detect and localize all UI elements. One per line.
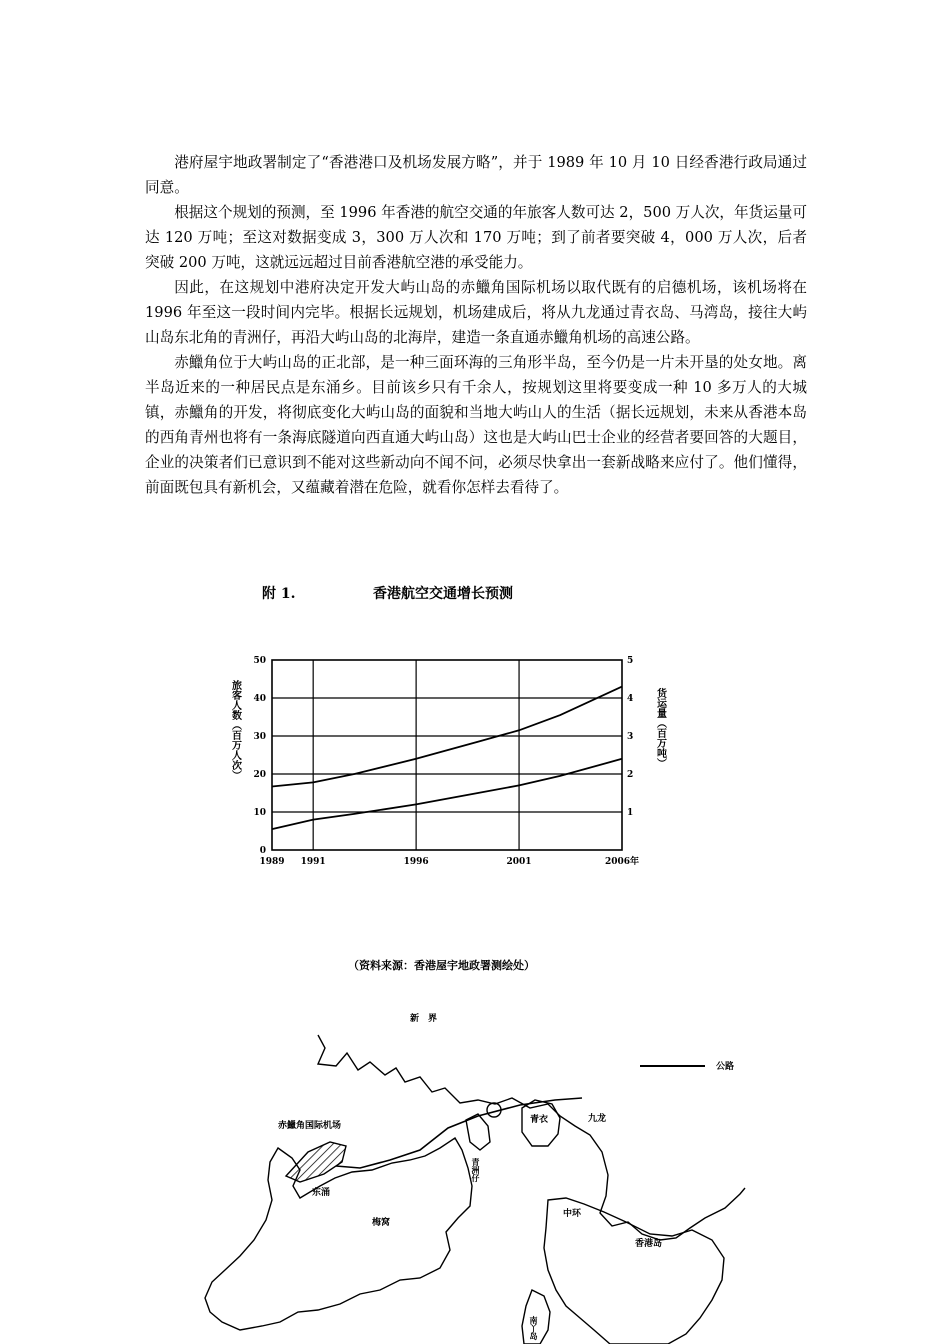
highway-route — [336, 1098, 582, 1168]
y-tick-label-right: 5 — [627, 656, 634, 666]
label-kowloon: 九龙 — [588, 1114, 607, 1124]
figure-label: 附 1. — [262, 586, 296, 602]
y-tick-label-right: 3 — [627, 732, 634, 742]
x-tick-label: 2006年 — [604, 857, 640, 867]
x-tick-label: 1996 — [403, 857, 429, 867]
figure-title: 香港航空交通增长预测 — [373, 586, 513, 602]
y-tick-label-right: 1 — [627, 808, 634, 818]
y-axis-label-right: 货运量（百万吨） — [654, 688, 666, 768]
label-central: 中环 — [563, 1209, 582, 1219]
paragraph-2: 根据这个规划的预测，至 1996 年香港的航空交通的年旅客人数可达 2，500 万人次，年货运量可达 120 万吨；至这对数据变成 3，300 万人次和 170 万吨；到了前者要突破 4，000 万人次，后者突破 200 万吨，这就远远超过目前香港航空港的承受能力。 — [145, 204, 807, 271]
label-new-territories: 新 界 — [410, 1014, 438, 1024]
label-tung-chung: 东涌 — [312, 1188, 331, 1198]
paragraph-4: 赤鱲角位于大屿山岛的正北部，是一种三面环海的三角形半岛，至今仍是一片未开垦的处女地。离半岛近来的一种居民点是东涌乡。目前该乡只有千余人，按规划这里将要变成一种 10 多万人的大城镇，赤鱲角的开发，将彻底变化大屿山岛的面貌和当地大屿山人的生活（据长远规划，未来从香港本岛的西角青州也将有一条海底隧道向西直通大屿山岛）这也是大屿山巴士企业的经营者要回答的大题目，企业的决策者们已意识到不能对这些新动向不闻不问，必须尽快拿出一套新战略来应付了。他们懂得，前面既包具有新机会，又蕴藏着潜在危险，就看你怎样去看待了。 — [145, 354, 807, 496]
y-tick-label-left: 30 — [253, 732, 266, 742]
paragraph-1: 港府屋宇地政署制定了“香港港口及机场发展方略”，并于 1989 年 10 月 10 日经香港行政局通过同意。 — [145, 154, 807, 196]
y-tick-label-left: 40 — [253, 694, 266, 704]
y-tick-label-right: 4 — [627, 694, 634, 704]
y-tick-label-left: 20 — [253, 770, 266, 780]
y-tick-label-right: 2 — [627, 770, 634, 780]
y-tick-label-left: 10 — [253, 808, 266, 818]
label-mui-wo: 梅窝 — [372, 1218, 391, 1228]
label-hk-island: 香港岛 — [635, 1239, 663, 1249]
source-note: （资料来源：香港屋宇地政署测绘处） — [348, 959, 535, 972]
x-tick-label: 1991 — [300, 857, 326, 867]
y-tick-label-left: 0 — [259, 846, 266, 856]
y-axis-label-left: 旅客人数（百万人次） — [229, 680, 241, 780]
label-tsing-yi: 青衣 — [530, 1115, 549, 1125]
paragraph-3: 因此，在这规划中港府决定开发大屿山岛的赤鱲角国际机场以取代既有的启德机场，该机场将在 1996 年至这一段时间内完毕。根据长远规划，机场建成后，将从九龙通过青衣岛、马湾岛，接往大屿山岛东北角的青洲仔，再沿大屿山岛的北海岸，建造一条直通赤鱲角机场的高速公路。 — [145, 279, 807, 346]
y-tick-label-left: 50 — [253, 656, 266, 666]
hk-island — [544, 1198, 724, 1344]
x-tick-label: 2001 — [506, 857, 532, 867]
label-tsing-chau-tsai: 青洲仔 — [471, 1158, 481, 1182]
label-airport: 赤鱲角国际机场 — [278, 1121, 342, 1131]
x-tick-label: 1989 — [259, 857, 285, 867]
label-highway-legend: 公路 — [716, 1062, 735, 1072]
label-lamma: 南丫岛 — [529, 1316, 539, 1340]
